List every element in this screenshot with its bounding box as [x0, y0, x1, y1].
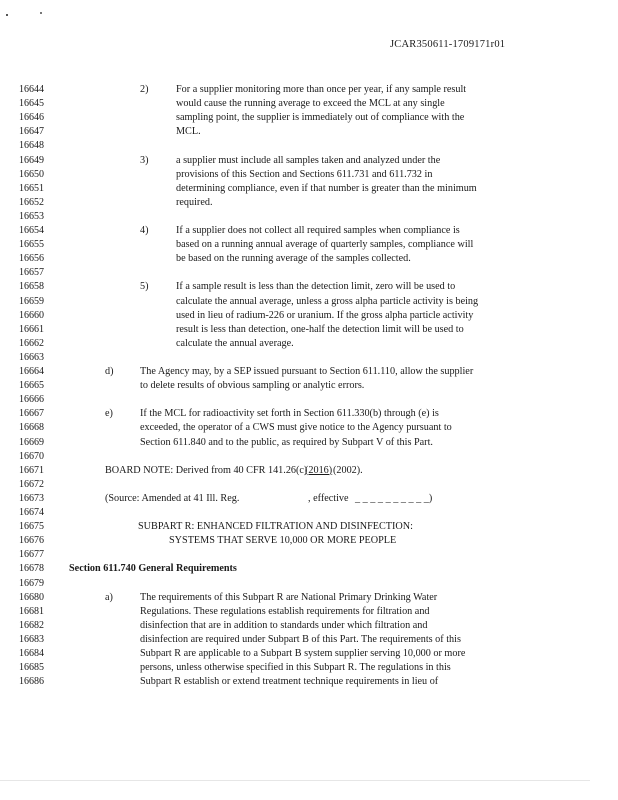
- line-number: 16649: [19, 154, 44, 166]
- scan-speck: [40, 12, 42, 14]
- document-line: [0, 266, 618, 280]
- line-text: determining compliance, even if that number is greater than the minimum: [176, 182, 477, 194]
- line-number: 16667: [19, 408, 44, 420]
- document-line: [0, 605, 618, 619]
- document-line: [0, 196, 618, 210]
- section-heading: Section 611.740 General Requirements: [69, 563, 237, 575]
- line-text: , effective: [308, 492, 349, 504]
- line-text: The Agency may, by a SEP issued pursuant to Section 611.110, allow the supplier: [140, 366, 474, 377]
- line-text: If the MCL for radioactivity set forth in Section 611.330(b) through (e) is: [140, 408, 439, 420]
- line-text: BOARD NOTE: Derived from 40 CFR 141.26(c): [105, 464, 308, 476]
- line-number: 16680: [19, 591, 44, 603]
- document-line: [0, 238, 618, 252]
- document-line: [0, 591, 618, 605]
- line-number: 16654: [19, 225, 44, 236]
- document-line: [0, 675, 618, 689]
- document-line: [0, 309, 618, 323]
- line-text: MCL.: [176, 126, 201, 138]
- line-text: calculate the annual average.: [176, 337, 294, 349]
- document-line: [0, 450, 618, 464]
- document-line: [0, 393, 618, 407]
- line-number: 16665: [19, 380, 44, 392]
- document-line: [0, 562, 618, 576]
- line-number: 16648: [19, 140, 44, 152]
- document-line: [0, 280, 618, 294]
- line-text: be based on the running average of the samples collected.: [176, 253, 411, 265]
- line-number: 16683: [19, 633, 44, 645]
- line-number: 16660: [19, 309, 44, 321]
- line-text: d): [105, 366, 114, 377]
- line-text: would cause the running average to exceed the MCL at any single: [176, 98, 445, 110]
- document-line: [0, 492, 618, 506]
- line-number: 16684: [19, 648, 44, 659]
- line-text: Subpart R establish or extend treatment technique requirements in lieu of: [140, 676, 439, 688]
- document-line: [0, 295, 618, 309]
- line-text: For a supplier monitoring more than once per year, if any sample result: [176, 84, 467, 95]
- line-number: 16673: [19, 492, 44, 504]
- document-line: [0, 252, 618, 266]
- document-line: [0, 577, 618, 591]
- line-text: disinfection are required under Subpart B of this Part. The requirements of this: [140, 633, 461, 645]
- document-line: [0, 83, 618, 97]
- scan-speck: [6, 14, 8, 16]
- line-number: 16646: [19, 112, 44, 124]
- line-number: 16661: [19, 323, 44, 335]
- line-number: 16682: [19, 619, 44, 631]
- document-line: [0, 139, 618, 153]
- document-line: [0, 337, 618, 351]
- line-number: 16650: [19, 168, 44, 180]
- line-number: 16671: [19, 464, 44, 476]
- document-line: [0, 154, 618, 168]
- line-number: 16655: [19, 239, 44, 251]
- line-text: Section 611.840 and to the public, as required by Subpart V of this Part.: [140, 436, 433, 448]
- line-number: 16647: [19, 126, 44, 138]
- line-text: result is less than detection, one-half the detection limit will be used to: [176, 323, 464, 335]
- document-line: [0, 436, 618, 450]
- line-text: If a supplier does not collect all required samples when compliance is: [176, 225, 460, 236]
- line-text: to delete results of obvious sampling or analytic errors.: [140, 380, 365, 392]
- line-text: used in lieu of radium-226 or uranium. If the gross alpha particle activity: [176, 309, 474, 321]
- line-text: provisions of this Section and Sections 611.731 and 611.732 in: [176, 168, 433, 180]
- line-number: 16668: [19, 422, 44, 434]
- document-line: [0, 421, 618, 435]
- line-number: 16686: [19, 676, 44, 688]
- line-number: 16685: [19, 662, 44, 674]
- line-number: 16669: [19, 436, 44, 448]
- line-number: 16674: [19, 507, 44, 518]
- line-text: a): [105, 591, 113, 603]
- line-text: The requirements of this Subpart R are National Primary Drinking Water: [140, 591, 438, 603]
- line-number: 16676: [19, 535, 44, 547]
- document-line: [0, 168, 618, 182]
- line-text: required.: [176, 196, 213, 208]
- line-text: SUBPART R: ENHANCED FILTRATION AND DISINFECTION:: [138, 521, 413, 533]
- document-line: [0, 97, 618, 111]
- line-number: 16651: [19, 182, 44, 194]
- line-number: 16672: [19, 478, 44, 490]
- line-text: sampling point, the supplier is immediately out of compliance with the: [176, 112, 465, 124]
- line-number: 16666: [19, 394, 44, 406]
- line-text: 3): [140, 154, 149, 166]
- line-text: 4): [140, 225, 149, 236]
- document-line: [0, 224, 618, 238]
- line-text: _ _ _ _ _ _ _ _ _ _): [355, 492, 433, 504]
- page-bottom-rule: [0, 780, 590, 781]
- document-line: [0, 619, 618, 633]
- line-number: 16653: [19, 210, 44, 222]
- line-number: 16656: [19, 253, 44, 265]
- document-line: [0, 633, 618, 647]
- line-number: 16652: [19, 196, 44, 208]
- line-number: 16681: [19, 605, 44, 617]
- line-number: 16657: [19, 267, 44, 279]
- line-number: 16670: [19, 450, 44, 462]
- document-line: [0, 323, 618, 337]
- document-line: [0, 365, 618, 379]
- document-line: [0, 210, 618, 224]
- document-id: JCAR350611-1709171r01: [390, 39, 506, 50]
- line-number: 16644: [19, 84, 44, 95]
- document-line: [0, 407, 618, 421]
- document-line: [0, 351, 618, 365]
- line-text: calculate the annual average, unless a gross alpha particle activity is being: [176, 295, 479, 307]
- line-text: persons, unless otherwise specified in this Subpart R. The regulations in this: [140, 662, 451, 674]
- line-number: 16664: [19, 366, 44, 377]
- line-number: 16662: [19, 337, 44, 349]
- line-number: 16663: [19, 351, 44, 363]
- document-line: [0, 506, 618, 520]
- line-text: based on a running annual average of quarterly samples, compliance will: [176, 239, 474, 251]
- line-number: 16678: [19, 563, 44, 575]
- line-text: e): [105, 408, 113, 420]
- line-text: Regulations. These regulations establish requirements for filtration and: [140, 605, 430, 617]
- line-text: Subpart R are applicable to a Subpart B system supplier serving 10,000 or more: [140, 648, 466, 659]
- document-line: [0, 478, 618, 492]
- document-line: [0, 534, 618, 548]
- line-number: 16659: [19, 295, 44, 307]
- line-number: 16679: [19, 577, 44, 589]
- line-text: disinfection that are in addition to standards under which filtration and: [140, 619, 428, 631]
- line-number: 16645: [19, 98, 44, 110]
- line-text: (2016): [305, 464, 333, 476]
- document-line: [0, 647, 618, 661]
- document-line: [0, 125, 618, 139]
- line-text: 5): [140, 281, 149, 293]
- document-line: [0, 548, 618, 562]
- line-text: a supplier must include all samples taken and analyzed under the: [176, 154, 441, 166]
- line-text: If a sample result is less than the detection limit, zero will be used to: [176, 281, 456, 293]
- line-text: (Source: Amended at 41 Ill. Reg.: [105, 492, 240, 504]
- line-text: 2): [140, 84, 149, 95]
- line-text: exceeded, the operator of a CWS must give notice to the Agency pursuant to: [140, 422, 452, 434]
- line-number: 16677: [19, 549, 44, 561]
- line-number: 16658: [19, 281, 44, 293]
- document-line: [0, 182, 618, 196]
- line-text: (2002).: [333, 464, 363, 476]
- document-line: [0, 464, 618, 478]
- document-line: [0, 111, 618, 125]
- document-line: [0, 661, 618, 675]
- document-line: [0, 379, 618, 393]
- line-number: 16675: [19, 521, 44, 533]
- line-text: SYSTEMS THAT SERVE 10,000 OR MORE PEOPLE: [169, 535, 397, 547]
- document-line: [0, 520, 618, 534]
